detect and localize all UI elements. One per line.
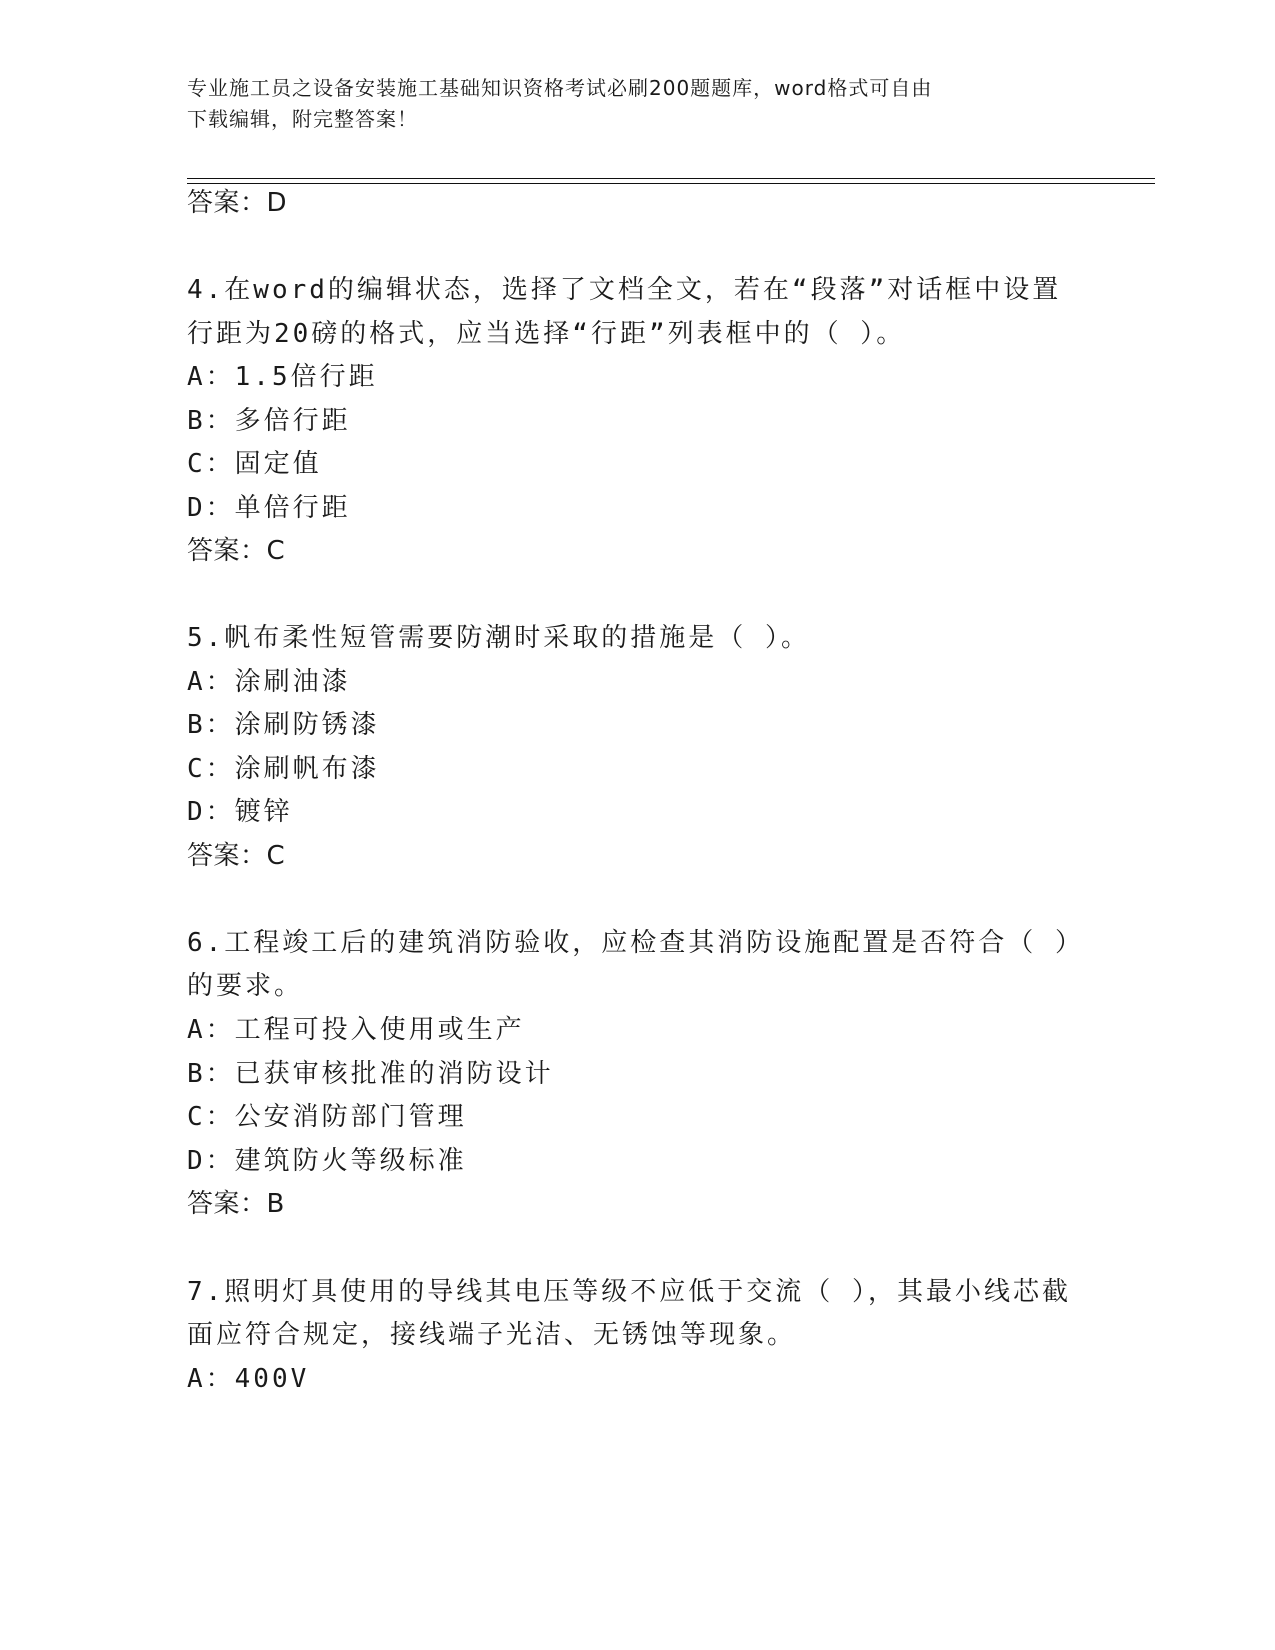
q5-option-b: B：涂刷防锈漆 <box>187 710 380 740</box>
q7-option-a: A：400V <box>187 1364 310 1394</box>
q6-option-d: D：建筑防火等级标准 <box>187 1146 467 1176</box>
q5-option-a: A：涂刷油漆 <box>187 667 351 697</box>
q6-stem-line-2: 的要求。 <box>187 971 304 1001</box>
q6-option-a: A：工程可投入使用或生产 <box>187 1015 525 1045</box>
q4-option-b: B：多倍行距 <box>187 406 351 436</box>
header-divider-bottom <box>187 183 1155 184</box>
document-header <box>187 73 1067 135</box>
q7-stem-line-1: 7.照明灯具使用的导线其电压等级不应低于交流（ ），其最小线芯截 <box>187 1277 1071 1307</box>
header-line-1: 专业施工员之设备安装施工基础知识资格考试必刷200题题库，word格式可自由 <box>187 76 933 100</box>
answer-q3: 答案：D <box>187 188 288 218</box>
q5-option-d: D：镀锌 <box>187 797 293 827</box>
answer-q6: 答案：B <box>187 1189 285 1219</box>
q4-option-d: D：单倍行距 <box>187 493 351 523</box>
q4-stem-line-1: 4.在word的编辑状态，选择了文档全文，若在“段落”对话框中设置 <box>187 275 1062 305</box>
q6-option-c: C：公安消防部门管理 <box>187 1102 467 1132</box>
q4-option-a: A：1.5倍行距 <box>187 362 378 392</box>
header-line-2: 下载编辑，附完整答案！ <box>187 107 418 131</box>
q5-option-c: C：涂刷帆布漆 <box>187 754 380 784</box>
q7-stem-line-2: 面应符合规定，接线端子光洁、无锈蚀等现象。 <box>187 1320 797 1350</box>
q5-stem-line-1: 5.帆布柔性短管需要防潮时采取的措施是（ ）。 <box>187 623 810 653</box>
answer-q5: 答案：C <box>187 841 286 871</box>
answer-q4: 答案：C <box>187 536 286 566</box>
q6-option-b: B：已获审核批准的消防设计 <box>187 1059 554 1089</box>
q4-option-c: C：固定值 <box>187 449 322 479</box>
header-divider-top <box>187 178 1155 179</box>
q4-stem-line-2: 行距为20磅的格式，应当选择“行距”列表框中的（ ）。 <box>187 319 906 349</box>
q6-stem-line-1: 6.工程竣工后的建筑消防验收，应检查其消防设施配置是否符合（ ） <box>187 928 1084 958</box>
